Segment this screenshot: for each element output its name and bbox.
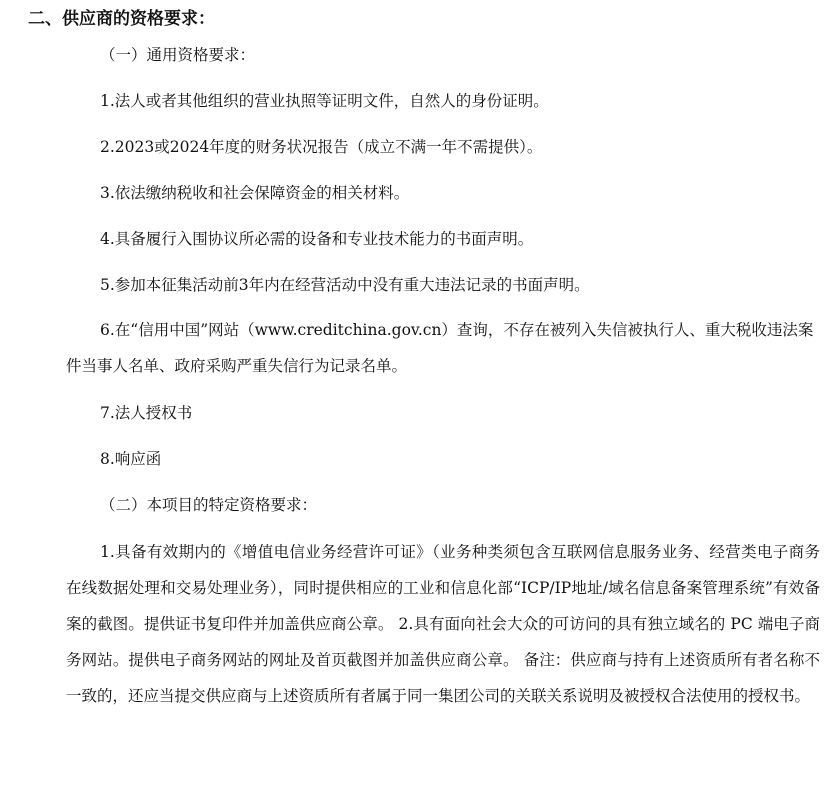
general-item-8: 8.响应函	[100, 450, 162, 468]
general-item-7: 7.法人授权书	[100, 404, 193, 422]
general-item-4: 4.具备履行入围协议所必需的设备和专业技术能力的书面声明。	[100, 230, 534, 248]
general-item-2: 2.2023或2024年度的财务状况报告（成立不满一年不需提供）。	[100, 138, 543, 156]
section-heading: 二、供应商的资格要求：	[28, 9, 215, 29]
general-item-1: 1.法人或者其他组织的营业执照等证明文件，自然人的身份证明。	[100, 92, 549, 110]
specific-requirements-body: 1.具备有效期内的《增值电信业务经营许可证》（业务种类须包含互联网信息服务业务、经营类电子商务在线数据处理和交易处理业务），同时提供相应的工业和信息化部“ICP/IP地址/域名信息备案管理系统”有效备案的截图。提供证书复印件并加盖供应商公章。 2.具有面向社会大众的可访问的具有独立域名的 PC 端电子商务网站。提供电子商务网站的网址及首页截图并加盖供应商公章。 备注：供应商与持有上述资质所有者名称不一致的，还应当提交供应商与上述资质所有者属于同一集团公司的关联关系说明及被授权合法使用的授权书。	[66, 543, 820, 705]
general-item-5: 5.参加本征集活动前3年内在经营活动中没有重大违法记录的书面声明。	[100, 276, 590, 294]
specific-requirements-title: （二）本项目的特定资格要求：	[100, 496, 318, 514]
general-item-3: 3.依法缴纳税收和社会保障资金的相关材料。	[100, 184, 410, 202]
general-item-6: 6.在“信用中国”网站（www.creditchina.gov.cn）查询，不存在被列入失信被执行人、重大税收违法案件当事人名单、政府采购严重失信行为记录名单。	[66, 321, 814, 375]
general-requirements-title: （一）通用资格要求：	[100, 46, 256, 64]
